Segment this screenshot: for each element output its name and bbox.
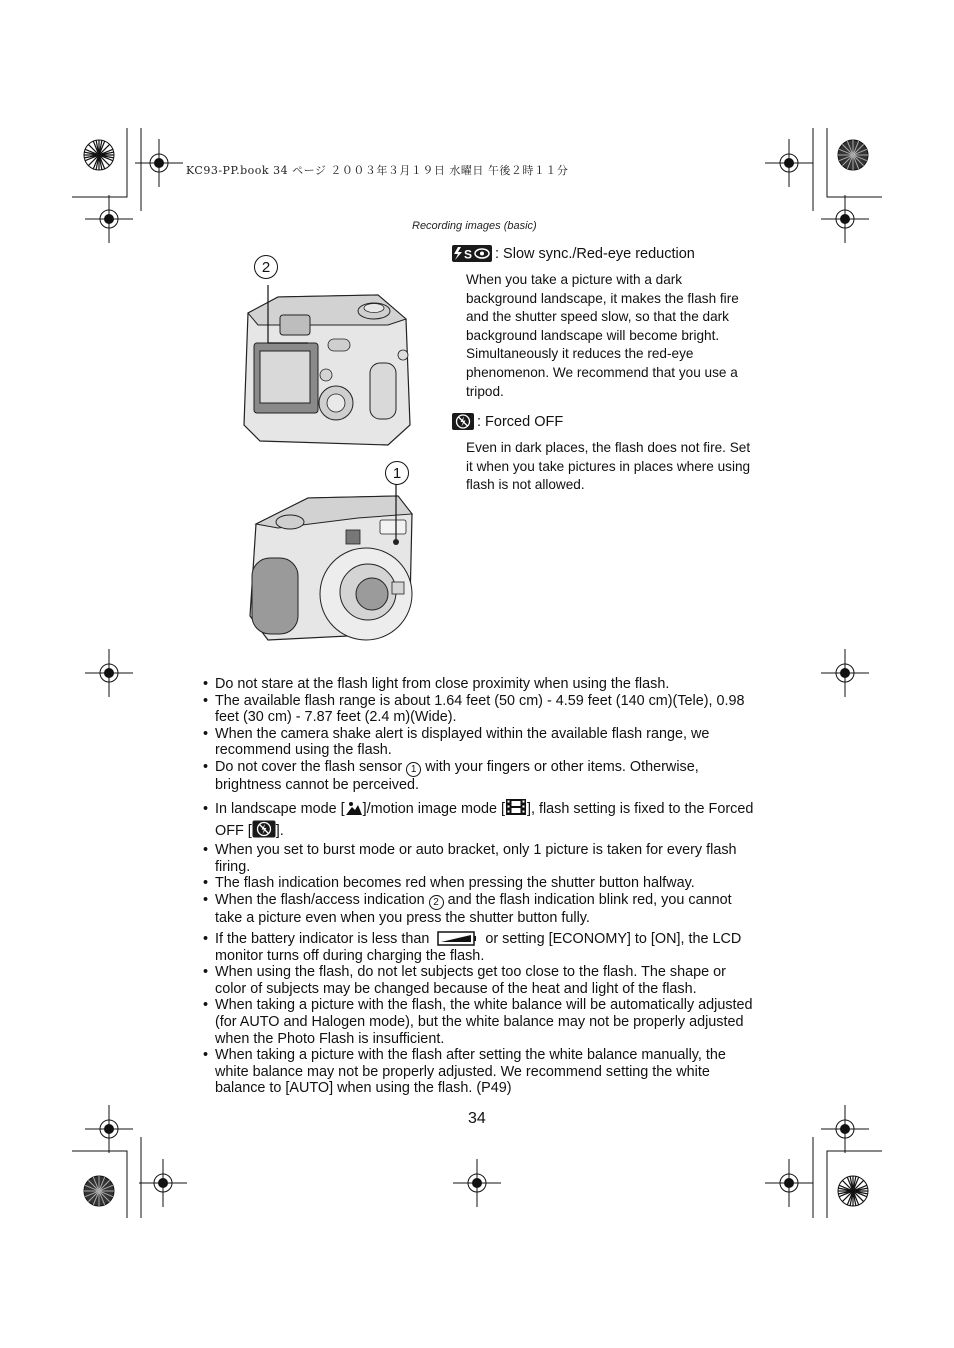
- note-text: and the flash indication blink red, you cannot take a picture even when you press the shutter button fully.: [215, 891, 732, 927]
- note-text: with your fingers or other items. Otherwise, brightness cannot be perceived.: [215, 758, 699, 794]
- note-text: or setting [ECONOMY] to [ON], the LCD monitor turns off during charging the flash.: [215, 930, 742, 964]
- page-number: 34: [468, 1110, 486, 1127]
- note-item: • The available flash range is about 1.64 feet (50 cm) - 4.59 feet (140 cm)(Tele), 0.98 feet (30 cm) - 7.87 feet (2.4 m)(Wide).: [203, 693, 755, 726]
- mode-forced-off-label: : Forced OFF: [477, 413, 564, 430]
- note-item: [203, 892, 755, 927]
- note-item: [203, 931, 755, 964]
- note-item: • When taking a picture with the flash, the white balance will be automatically adjusted (for AUTO and Halogen mode), but the white balance may not be properly adjusted when the Photo Flash is insufficient.: [203, 997, 755, 1047]
- svg-text:S: S: [464, 247, 473, 262]
- running-head: Recording images (basic): [412, 220, 537, 232]
- mode-slow-sync-red-eye-description: When you take a picture with a dark background landscape, it makes the flash fire and the shutter speed slow, so that the dark background landscape will become bright. Simultaneously it reduces the red-eye phenomenon. We recommend that you use a tripod.: [466, 272, 739, 399]
- note-item: • When the camera shake alert is displayed within the available flash range, we recommend using the flash.: [203, 726, 755, 759]
- mode-slow-sync-red-eye-label: : Slow sync./Red-eye reduction: [495, 245, 695, 262]
- note-text: ].: [275, 823, 284, 840]
- note-item: • Do not stare at the flash light from close proximity when using the flash.: [203, 676, 755, 693]
- note-item: • When using the flash, do not let subjects get too close to the flash. The shape or color of subjects may be changed because of the heat and light of the flash.: [203, 964, 755, 997]
- flash-notes-list: [203, 676, 755, 1097]
- flash-off-icon: [252, 820, 276, 838]
- camera-back-illustration: [238, 285, 416, 451]
- callout-ref-flash-sensor: 1: [406, 762, 421, 777]
- note-item: [203, 759, 755, 794]
- callout-flash-sensor: 1: [385, 461, 409, 485]
- motion-image-mode-icon: [505, 798, 527, 816]
- note-item: • The flash indication becomes red when pressing the shutter button halfway.: [203, 875, 755, 892]
- slow-sync-red-eye-icon: [452, 245, 492, 262]
- note-text: When the flash/access indication: [215, 891, 425, 908]
- mode-forced-off-description: Even in dark places, the flash does not fire. Set it when you take pictures in places where using flash is not allowed.: [466, 440, 751, 493]
- note-item: [203, 798, 755, 842]
- callout-ref-flash-access-indicator: 2: [429, 895, 444, 910]
- mode-forced-off-title: [452, 413, 563, 430]
- note-text: ]/motion image mode [: [362, 801, 505, 818]
- note-item: • When taking a picture with the flash after setting the white balance manually, the white balance may not be properly adjusted. We recommend setting the white balance to [AUTO] when using the flash. (P49): [203, 1047, 755, 1097]
- note-text: In landscape mode [: [215, 801, 345, 818]
- camera-front-illustration: [238, 484, 416, 644]
- flash-off-icon: [452, 413, 474, 430]
- landscape-mode-icon: [345, 800, 363, 816]
- mode-slow-sync-red-eye-title: [452, 245, 695, 262]
- note-text: ], flash setting is fixed to the Forced OFF [: [215, 801, 754, 840]
- note-item: • When you set to burst mode or auto bracket, only 1 picture is taken for every flash firing.: [203, 842, 755, 875]
- book-meta-header: KC93-PP.book 34 ページ ２００３年３月１９日 水曜日 午後２時１１分: [186, 164, 569, 177]
- battery-indicator-icon: [437, 931, 477, 946]
- note-text: If the battery indicator is less than: [215, 930, 430, 947]
- note-text: Do not cover the flash sensor: [215, 758, 403, 775]
- callout-flash-access-indicator: 2: [254, 255, 278, 279]
